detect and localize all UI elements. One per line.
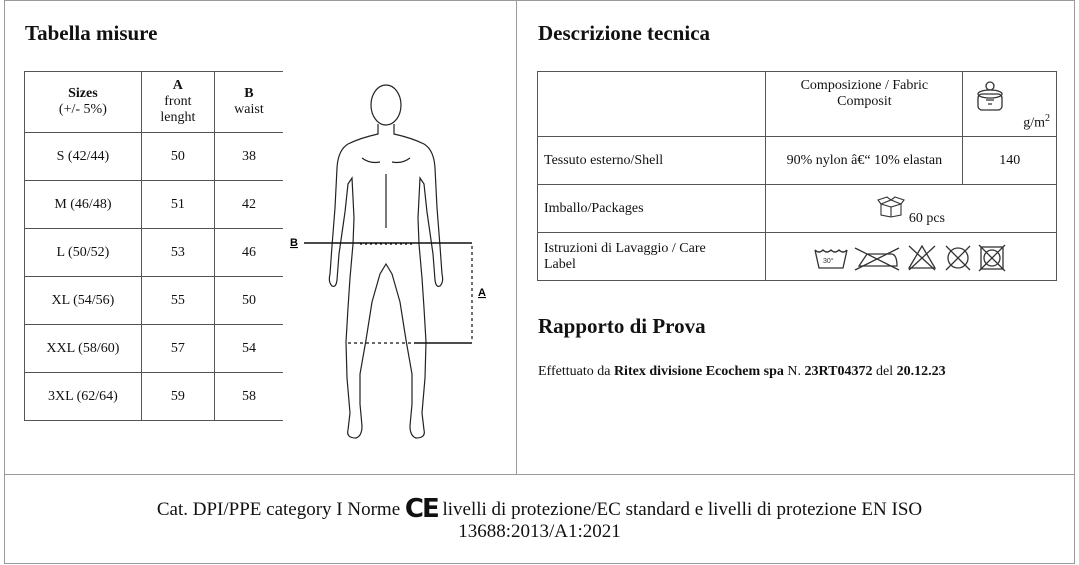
vertical-divider	[516, 0, 517, 474]
body-measurement-figure	[290, 78, 510, 450]
header-a: A front lenght	[141, 72, 214, 133]
footer-norms: Cat. DPI/PPE category I Norme CE livelli di protezione/EC standard e livelli di protezione EN ISO 13688:2013/A1:2021	[156, 494, 923, 542]
table-row: S (42/44) 50 38	[25, 133, 284, 181]
svg-text:30°: 30°	[823, 257, 834, 265]
table-row: Imballo/Packages 60 pcs	[538, 185, 1057, 233]
size-table-header	[25, 72, 284, 133]
no-iron-icon	[855, 248, 899, 270]
weight-header	[963, 72, 1057, 137]
composition-header: Composizione / Fabric Composit	[766, 72, 963, 137]
table-row: XXL (58/60) 57 54	[25, 325, 284, 373]
report-text: Effettuato da Ritex divisione Ecochem spa N. 23RT04372 del 20.12.23	[538, 364, 946, 379]
packages-cell	[766, 185, 1057, 233]
report-title: Rapporto di Prova	[538, 314, 706, 338]
sizes-title: Tabella misure	[25, 21, 158, 45]
wash-30-icon	[815, 250, 847, 268]
table-row: XL (54/56) 55 50	[25, 277, 284, 325]
packages-value: 60 pcs	[908, 211, 945, 226]
care-icons-cell	[766, 233, 1057, 281]
weight-scale-icon	[973, 80, 1007, 114]
care-label: Istruzioni di Lavaggio / Care Label	[538, 233, 766, 281]
ce-mark-icon: CE	[404, 494, 438, 524]
table-row: Tessuto esterno/Shell 90% nylon â€“ 10% elastan 140	[538, 137, 1057, 185]
no-dry-clean-icon	[946, 246, 970, 270]
table-row: 3XL (62/64) 59 58	[25, 373, 284, 421]
description-table	[537, 71, 1057, 281]
care-symbols	[811, 242, 1011, 272]
no-bleach-icon	[909, 246, 935, 270]
header-sizes: Sizes (+/- 5%)	[25, 72, 142, 133]
no-tumble-dry-icon	[979, 245, 1005, 271]
horizontal-divider	[4, 474, 1075, 475]
table-row: L (50/52) 53 46	[25, 229, 284, 277]
measure-a-label: A	[478, 287, 486, 299]
table-row: M (46/48) 51 42	[25, 181, 284, 229]
box-icon	[877, 196, 905, 218]
description-title: Descrizione tecnica	[538, 21, 711, 45]
unit-label: $g/m^2$	[1023, 113, 1050, 131]
size-table	[24, 71, 283, 421]
table-row	[538, 233, 1057, 281]
header-b: B waist	[214, 72, 283, 133]
measure-b-label: B	[290, 237, 298, 249]
description-header-row	[538, 72, 1057, 137]
body-outline-icon	[329, 85, 442, 438]
